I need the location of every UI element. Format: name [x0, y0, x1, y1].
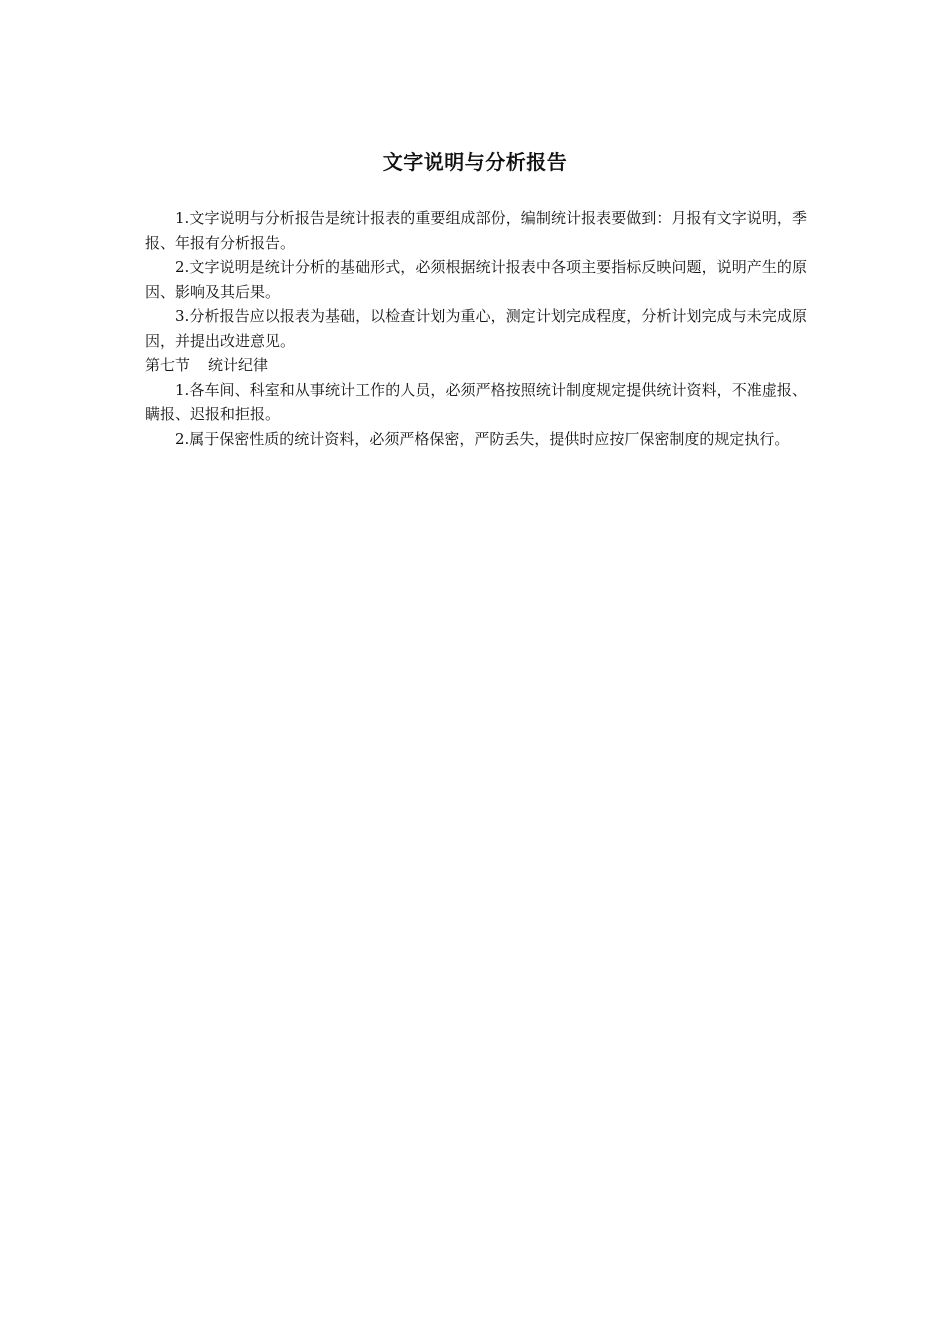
section-paragraph-1: 1.各车间、科室和从事统计工作的人员，必须严格按照统计制度规定提供统计资料，不准虚报、瞒报、迟报和拒报。: [145, 380, 807, 423]
document-body: [145, 206, 807, 451]
paragraph-3: 3.分析报告应以报表为基础，以检查计划为重心，测定计划完成程度，分析计划完成与未完成原因，并提出改进意见。: [145, 307, 807, 350]
document-title: 文字说明与分析报告: [382, 150, 568, 174]
section-number: 第七节: [145, 356, 191, 374]
section-heading: [145, 353, 807, 378]
section-paragraph-2: 2.属于保密性质的统计资料，必须严格保密，严防丢失，提供时应按厂保密制度的规定执行。: [175, 429, 790, 448]
section-title: 统计纪律: [208, 356, 269, 374]
paragraph-1: 1.文字说明与分析报告是统计报表的重要组成部份，编制统计报表要做到：月报有文字说明，季报、年报有分析报告。: [145, 209, 807, 252]
paragraph-2: 2.文字说明是统计分析的基础形式，必须根据统计报表中各项主要指标反映问题，说明产生的原因、影响及其后果。: [145, 258, 807, 301]
